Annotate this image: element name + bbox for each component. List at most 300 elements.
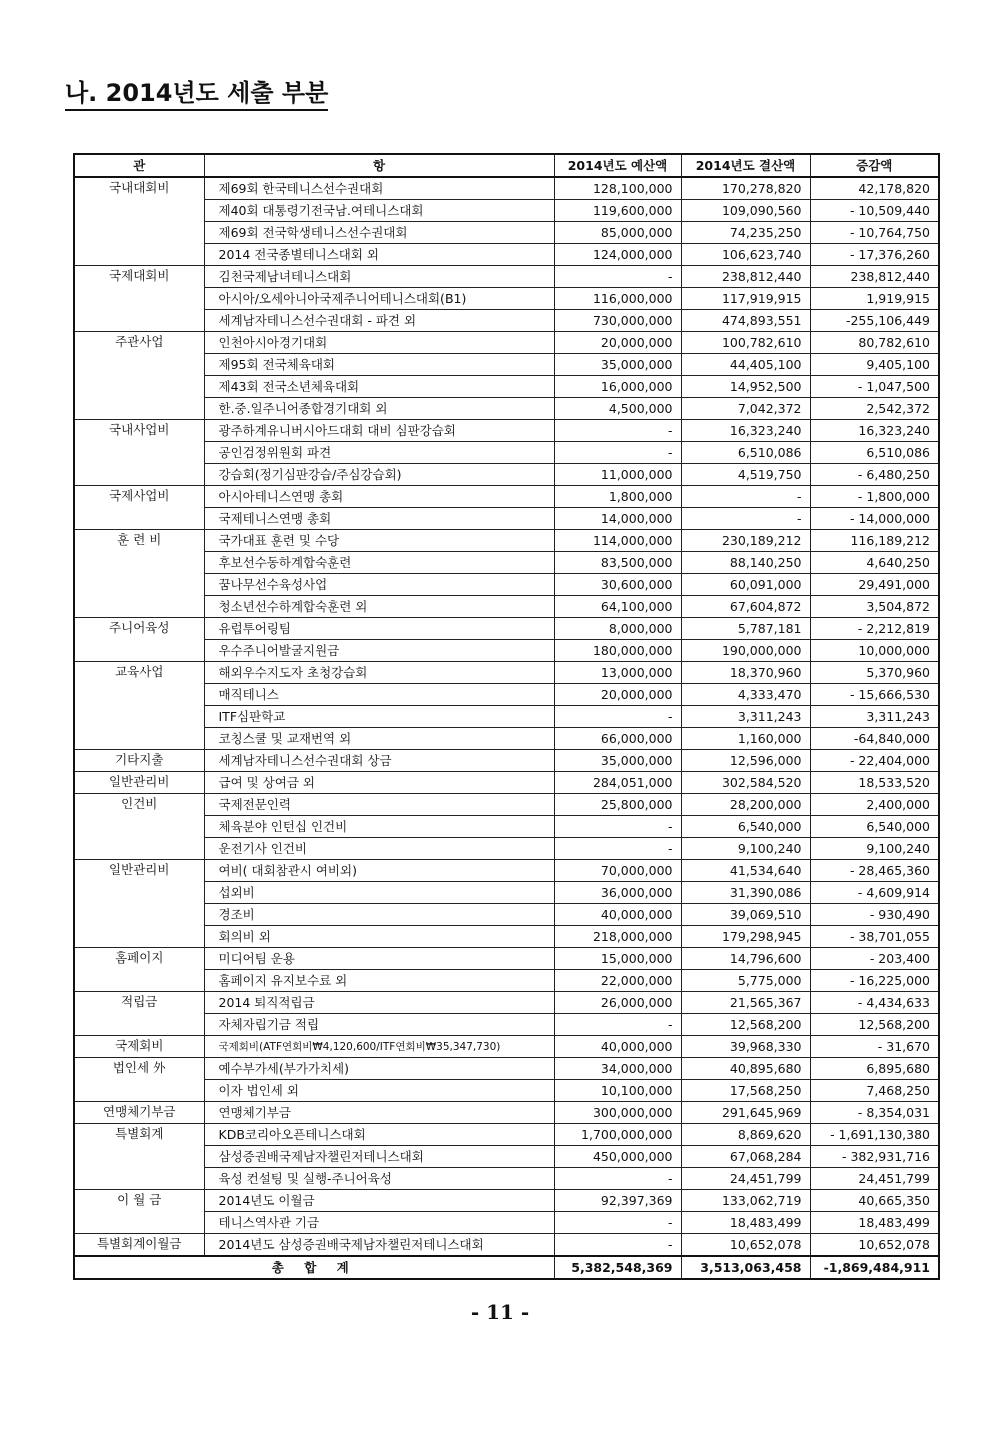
cell-settled: 10,652,078	[681, 1234, 810, 1257]
table-row	[74, 200, 939, 222]
cell-budget: -	[554, 1212, 681, 1234]
cell-settled: 5,787,181	[681, 618, 810, 640]
cell-gwan: 이 월 금	[74, 1190, 204, 1212]
cell-hang: 예수부가세(부가가치세)	[204, 1058, 554, 1080]
cell-hang: 국제전문인력	[204, 794, 554, 816]
cell-gwan	[74, 552, 204, 574]
cell-hang: 연맹체기부금	[204, 1102, 554, 1124]
cell-budget: 25,800,000	[554, 794, 681, 816]
cell-hang: 국제테니스연맹 총회	[204, 508, 554, 530]
cell-budget: 124,000,000	[554, 244, 681, 266]
cell-settled: 39,968,330	[681, 1036, 810, 1058]
table-row	[74, 354, 939, 376]
cell-settled: 3,311,243	[681, 706, 810, 728]
cell-budget: 85,000,000	[554, 222, 681, 244]
cell-hang: 국제회비(ATF연회비₩4,120,600/ITF연회비₩35,347,730)	[204, 1036, 554, 1058]
table-row	[74, 508, 939, 530]
col-header-budget: 2014년도 예산액	[554, 154, 681, 177]
cell-budget: 4,500,000	[554, 398, 681, 420]
col-header-diff: 증감액	[810, 154, 939, 177]
table-row	[74, 970, 939, 992]
cell-budget: 1,800,000	[554, 486, 681, 508]
cell-budget: 36,000,000	[554, 882, 681, 904]
cell-diff: 6,510,086	[810, 442, 939, 464]
cell-hang: 회의비 외	[204, 926, 554, 948]
cell-budget: 218,000,000	[554, 926, 681, 948]
cell-budget: -	[554, 816, 681, 838]
cell-hang: 아시아/오세아니아국제주니어테니스대회(B1)	[204, 288, 554, 310]
cell-gwan	[74, 442, 204, 464]
cell-budget: 11,000,000	[554, 464, 681, 486]
total-budget: 5,382,548,369	[554, 1256, 681, 1279]
table-row	[74, 1212, 939, 1234]
cell-diff: 2,542,372	[810, 398, 939, 420]
cell-diff: - 15,666,530	[810, 684, 939, 706]
cell-diff: 18,483,499	[810, 1212, 939, 1234]
cell-gwan	[74, 574, 204, 596]
cell-budget: -	[554, 266, 681, 288]
cell-diff: -255,106,449	[810, 310, 939, 332]
cell-gwan: 국내사업비	[74, 420, 204, 442]
cell-settled: 67,068,284	[681, 1146, 810, 1168]
cell-hang: 미디어팀 운용	[204, 948, 554, 970]
table-row	[74, 882, 939, 904]
cell-hang: 경조비	[204, 904, 554, 926]
cell-budget: -	[554, 420, 681, 442]
cell-budget: 450,000,000	[554, 1146, 681, 1168]
cell-settled: 12,568,200	[681, 1014, 810, 1036]
cell-budget: -	[554, 1234, 681, 1257]
cell-gwan	[74, 816, 204, 838]
table-row	[74, 750, 939, 772]
table-row	[74, 442, 939, 464]
cell-gwan: 주관사업	[74, 332, 204, 354]
cell-budget: 83,500,000	[554, 552, 681, 574]
table-row	[74, 1080, 939, 1102]
cell-budget: -	[554, 838, 681, 860]
cell-gwan: 홈페이지	[74, 948, 204, 970]
total-settled: 3,513,063,458	[681, 1256, 810, 1279]
cell-budget: 119,600,000	[554, 200, 681, 222]
total-label: 총 합 계	[74, 1256, 554, 1279]
table-row	[74, 398, 939, 420]
table-row	[74, 1146, 939, 1168]
cell-gwan	[74, 926, 204, 948]
cell-gwan	[74, 596, 204, 618]
cell-gwan	[74, 838, 204, 860]
cell-budget: 13,000,000	[554, 662, 681, 684]
table-row	[74, 904, 939, 926]
cell-hang: KDB코리아오픈테니스대회	[204, 1124, 554, 1146]
cell-diff: - 22,404,000	[810, 750, 939, 772]
table-row	[74, 596, 939, 618]
cell-settled: -	[681, 508, 810, 530]
cell-hang: 제43회 전국소년체육대회	[204, 376, 554, 398]
cell-diff: 6,540,000	[810, 816, 939, 838]
col-header-settled: 2014년도 결산액	[681, 154, 810, 177]
cell-gwan: 적립금	[74, 992, 204, 1014]
cell-hang: 한.중.일주니어종합경기대회 외	[204, 398, 554, 420]
table-header-row	[74, 154, 939, 177]
cell-gwan: 일반관리비	[74, 860, 204, 882]
cell-diff: 80,782,610	[810, 332, 939, 354]
cell-diff: 3,504,872	[810, 596, 939, 618]
cell-gwan	[74, 1146, 204, 1168]
cell-settled: 31,390,086	[681, 882, 810, 904]
cell-settled: 109,090,560	[681, 200, 810, 222]
table-row	[74, 244, 939, 266]
cell-diff: - 1,691,130,380	[810, 1124, 939, 1146]
cell-settled: 9,100,240	[681, 838, 810, 860]
table-row	[74, 1168, 939, 1190]
cell-diff: - 31,670	[810, 1036, 939, 1058]
cell-settled: 14,796,600	[681, 948, 810, 970]
cell-hang: 2014 전국종별테니스대회 외	[204, 244, 554, 266]
cell-diff: 9,100,240	[810, 838, 939, 860]
cell-diff: 238,812,440	[810, 266, 939, 288]
cell-hang: 김천국제남녀테니스대회	[204, 266, 554, 288]
cell-hang: 제69회 한국테니스선수권대회	[204, 177, 554, 200]
table-row	[74, 332, 939, 354]
cell-diff: 18,533,520	[810, 772, 939, 794]
cell-gwan: 특별회계	[74, 1124, 204, 1146]
cell-diff: 7,468,250	[810, 1080, 939, 1102]
cell-settled: 60,091,000	[681, 574, 810, 596]
cell-budget: 16,000,000	[554, 376, 681, 398]
cell-settled: 4,519,750	[681, 464, 810, 486]
table-row	[74, 376, 939, 398]
cell-hang: 제95회 전국체육대회	[204, 354, 554, 376]
table-row	[74, 530, 939, 552]
cell-settled: 88,140,250	[681, 552, 810, 574]
cell-diff: 12,568,200	[810, 1014, 939, 1036]
table-row	[74, 860, 939, 882]
cell-settled: 291,645,969	[681, 1102, 810, 1124]
cell-diff: 10,652,078	[810, 1234, 939, 1257]
cell-diff: - 17,376,260	[810, 244, 939, 266]
table-row	[74, 552, 939, 574]
cell-hang: 급여 및 상여금 외	[204, 772, 554, 794]
cell-budget: -	[554, 1168, 681, 1190]
cell-diff: 16,323,240	[810, 420, 939, 442]
cell-gwan	[74, 970, 204, 992]
cell-hang: 삼성증권배국제남자챌린저테니스대회	[204, 1146, 554, 1168]
total-row	[74, 1256, 939, 1279]
cell-settled: 40,895,680	[681, 1058, 810, 1080]
cell-settled: 18,483,499	[681, 1212, 810, 1234]
cell-settled: 16,323,240	[681, 420, 810, 442]
cell-settled: 41,534,640	[681, 860, 810, 882]
table-row	[74, 794, 939, 816]
cell-gwan	[74, 310, 204, 332]
cell-hang: 2014 퇴직적립금	[204, 992, 554, 1014]
cell-gwan: 일반관리비	[74, 772, 204, 794]
table-row	[74, 1124, 939, 1146]
cell-budget: 26,000,000	[554, 992, 681, 1014]
page-number: - 11 -	[470, 1300, 530, 1324]
cell-hang: 여비( 대회참관시 여비외)	[204, 860, 554, 882]
cell-settled: 4,333,470	[681, 684, 810, 706]
cell-budget: 10,100,000	[554, 1080, 681, 1102]
cell-hang: 광주하계유니버시아드대회 대비 심판강습회	[204, 420, 554, 442]
cell-gwan: 특별회계이월금	[74, 1234, 204, 1257]
cell-hang: 제40회 대통령기전국남.여테니스대회	[204, 200, 554, 222]
cell-settled: 474,893,551	[681, 310, 810, 332]
cell-budget: 40,000,000	[554, 1036, 681, 1058]
cell-hang: 유럽투어링팀	[204, 618, 554, 640]
cell-gwan: 기타지출	[74, 750, 204, 772]
cell-settled: 28,200,000	[681, 794, 810, 816]
cell-gwan	[74, 464, 204, 486]
cell-gwan	[74, 1212, 204, 1234]
cell-diff: 5,370,960	[810, 662, 939, 684]
table-row	[74, 706, 939, 728]
cell-diff: - 4,434,633	[810, 992, 939, 1014]
cell-hang: 제69회 전국학생테니스선수권대회	[204, 222, 554, 244]
cell-gwan	[74, 354, 204, 376]
table-row	[74, 640, 939, 662]
cell-diff: - 10,509,440	[810, 200, 939, 222]
cell-settled: 238,812,440	[681, 266, 810, 288]
table-row	[74, 310, 939, 332]
cell-settled: 106,623,740	[681, 244, 810, 266]
cell-hang: 운전기사 인건비	[204, 838, 554, 860]
cell-budget: -	[554, 442, 681, 464]
cell-hang: 꿈나무선수육성사업	[204, 574, 554, 596]
cell-settled: -	[681, 486, 810, 508]
cell-diff: - 16,225,000	[810, 970, 939, 992]
cell-settled: 74,235,250	[681, 222, 810, 244]
cell-diff: 116,189,212	[810, 530, 939, 552]
cell-gwan	[74, 1080, 204, 1102]
cell-hang: 청소년선수하계합숙훈련 외	[204, 596, 554, 618]
table-row	[74, 992, 939, 1014]
cell-hang: 강습회(정기심판강습/주심강습회)	[204, 464, 554, 486]
cell-gwan: 훈 련 비	[74, 530, 204, 552]
cell-budget: 64,100,000	[554, 596, 681, 618]
table-row	[74, 1058, 939, 1080]
cell-budget: -	[554, 706, 681, 728]
cell-settled: 1,160,000	[681, 728, 810, 750]
cell-gwan: 인건비	[74, 794, 204, 816]
cell-gwan	[74, 376, 204, 398]
cell-gwan	[74, 882, 204, 904]
cell-settled: 39,069,510	[681, 904, 810, 926]
cell-gwan: 연맹체기부금	[74, 1102, 204, 1124]
col-header-gwan: 관	[74, 154, 204, 177]
expenditure-table-wrapper	[73, 153, 940, 1280]
cell-budget: 20,000,000	[554, 684, 681, 706]
cell-settled: 6,540,000	[681, 816, 810, 838]
table-row	[74, 222, 939, 244]
cell-settled: 100,782,610	[681, 332, 810, 354]
cell-diff: 1,919,915	[810, 288, 939, 310]
cell-hang: 이자 법인세 외	[204, 1080, 554, 1102]
cell-hang: 공인검정위원회 파견	[204, 442, 554, 464]
cell-budget: 66,000,000	[554, 728, 681, 750]
cell-budget: 300,000,000	[554, 1102, 681, 1124]
cell-settled: 117,919,915	[681, 288, 810, 310]
cell-hang: 세계남자테니스선수권대회 - 파견 외	[204, 310, 554, 332]
cell-budget: 34,000,000	[554, 1058, 681, 1080]
cell-hang: 자체자립기금 적립	[204, 1014, 554, 1036]
cell-diff: - 382,931,716	[810, 1146, 939, 1168]
cell-gwan	[74, 1014, 204, 1036]
cell-diff: - 28,465,360	[810, 860, 939, 882]
cell-hang: 2014년도 삼성증권배국제남자챌린저테니스대회	[204, 1234, 554, 1257]
cell-gwan	[74, 244, 204, 266]
cell-gwan	[74, 1168, 204, 1190]
cell-budget: 14,000,000	[554, 508, 681, 530]
cell-diff: - 2,212,819	[810, 618, 939, 640]
cell-budget: 22,000,000	[554, 970, 681, 992]
cell-settled: 133,062,719	[681, 1190, 810, 1212]
cell-settled: 14,952,500	[681, 376, 810, 398]
cell-hang: 홈페이지 유지보수료 외	[204, 970, 554, 992]
cell-diff: - 1,800,000	[810, 486, 939, 508]
cell-hang: 세계남자테니스선수권대회 상금	[204, 750, 554, 772]
cell-diff: - 203,400	[810, 948, 939, 970]
cell-budget: 730,000,000	[554, 310, 681, 332]
cell-settled: 230,189,212	[681, 530, 810, 552]
cell-diff: - 1,047,500	[810, 376, 939, 398]
cell-settled: 12,596,000	[681, 750, 810, 772]
table-row	[74, 662, 939, 684]
cell-hang: 국가대표 훈련 및 수당	[204, 530, 554, 552]
table-row	[74, 926, 939, 948]
table-row	[74, 684, 939, 706]
cell-settled: 24,451,799	[681, 1168, 810, 1190]
cell-diff: 9,405,100	[810, 354, 939, 376]
cell-diff: 10,000,000	[810, 640, 939, 662]
cell-settled: 170,278,820	[681, 177, 810, 200]
cell-budget: 30,600,000	[554, 574, 681, 596]
table-row	[74, 266, 939, 288]
table-row	[74, 574, 939, 596]
cell-settled: 302,584,520	[681, 772, 810, 794]
cell-gwan	[74, 508, 204, 530]
table-row	[74, 728, 939, 750]
cell-settled: 17,568,250	[681, 1080, 810, 1102]
cell-gwan: 법인세 外	[74, 1058, 204, 1080]
table-row	[74, 288, 939, 310]
cell-settled: 21,565,367	[681, 992, 810, 1014]
table-row	[74, 486, 939, 508]
cell-gwan	[74, 200, 204, 222]
cell-gwan: 주니어육성	[74, 618, 204, 640]
table-row	[74, 838, 939, 860]
table-row	[74, 772, 939, 794]
cell-budget: 92,397,369	[554, 1190, 681, 1212]
cell-budget: 1,700,000,000	[554, 1124, 681, 1146]
cell-settled: 6,510,086	[681, 442, 810, 464]
cell-budget: 35,000,000	[554, 750, 681, 772]
table-row	[74, 420, 939, 442]
table-row	[74, 948, 939, 970]
col-header-hang: 항	[204, 154, 554, 177]
cell-settled: 190,000,000	[681, 640, 810, 662]
cell-budget: 35,000,000	[554, 354, 681, 376]
cell-diff: - 10,764,750	[810, 222, 939, 244]
cell-gwan: 국제대회비	[74, 266, 204, 288]
cell-diff: -64,840,000	[810, 728, 939, 750]
page-heading: 나. 2014년도 세출 부분	[65, 78, 328, 111]
cell-settled: 5,775,000	[681, 970, 810, 992]
cell-hang: 우수주니어발굴지원금	[204, 640, 554, 662]
expenditure-table	[73, 153, 940, 1280]
cell-hang: 코칭스쿨 및 교재번역 외	[204, 728, 554, 750]
cell-diff: - 38,701,055	[810, 926, 939, 948]
cell-settled: 8,869,620	[681, 1124, 810, 1146]
cell-gwan: 국내대회비	[74, 177, 204, 200]
cell-hang: ITF심판학교	[204, 706, 554, 728]
cell-hang: 섭외비	[204, 882, 554, 904]
table-row	[74, 618, 939, 640]
cell-gwan: 국제회비	[74, 1036, 204, 1058]
cell-diff: - 14,000,000	[810, 508, 939, 530]
cell-diff: 40,665,350	[810, 1190, 939, 1212]
cell-hang: 2014년도 이월금	[204, 1190, 554, 1212]
cell-budget: 284,051,000	[554, 772, 681, 794]
cell-diff: 42,178,820	[810, 177, 939, 200]
total-diff: -1,869,484,911	[810, 1256, 939, 1279]
cell-hang: 인천아시아경기대회	[204, 332, 554, 354]
cell-settled: 179,298,945	[681, 926, 810, 948]
cell-budget: 8,000,000	[554, 618, 681, 640]
cell-diff: 6,895,680	[810, 1058, 939, 1080]
cell-settled: 67,604,872	[681, 596, 810, 618]
table-row	[74, 1036, 939, 1058]
cell-hang: 매직테니스	[204, 684, 554, 706]
cell-hang: 해외우수지도자 초청강습회	[204, 662, 554, 684]
cell-budget: 20,000,000	[554, 332, 681, 354]
cell-hang: 체육분야 인턴십 인건비	[204, 816, 554, 838]
table-row	[74, 1234, 939, 1257]
table-row	[74, 464, 939, 486]
table-body	[74, 177, 939, 1256]
cell-diff: 2,400,000	[810, 794, 939, 816]
cell-diff: 29,491,000	[810, 574, 939, 596]
cell-gwan	[74, 706, 204, 728]
cell-gwan	[74, 904, 204, 926]
cell-diff: - 8,354,031	[810, 1102, 939, 1124]
cell-budget: 116,000,000	[554, 288, 681, 310]
cell-budget: 40,000,000	[554, 904, 681, 926]
cell-budget: 15,000,000	[554, 948, 681, 970]
cell-diff: - 6,480,250	[810, 464, 939, 486]
cell-hang: 테니스역사관 기금	[204, 1212, 554, 1234]
cell-gwan: 교육사업	[74, 662, 204, 684]
cell-diff: 24,451,799	[810, 1168, 939, 1190]
table-row	[74, 816, 939, 838]
cell-gwan	[74, 728, 204, 750]
cell-settled: 44,405,100	[681, 354, 810, 376]
cell-gwan	[74, 640, 204, 662]
cell-budget: -	[554, 1014, 681, 1036]
table-row	[74, 177, 939, 200]
cell-settled: 7,042,372	[681, 398, 810, 420]
cell-settled: 18,370,960	[681, 662, 810, 684]
cell-gwan	[74, 288, 204, 310]
cell-diff: 3,311,243	[810, 706, 939, 728]
cell-budget: 70,000,000	[554, 860, 681, 882]
table-row	[74, 1102, 939, 1124]
cell-diff: - 930,490	[810, 904, 939, 926]
cell-budget: 114,000,000	[554, 530, 681, 552]
cell-budget: 128,100,000	[554, 177, 681, 200]
cell-gwan: 국제사업비	[74, 486, 204, 508]
cell-hang: 육성 컨설팅 및 실행-주니어육성	[204, 1168, 554, 1190]
